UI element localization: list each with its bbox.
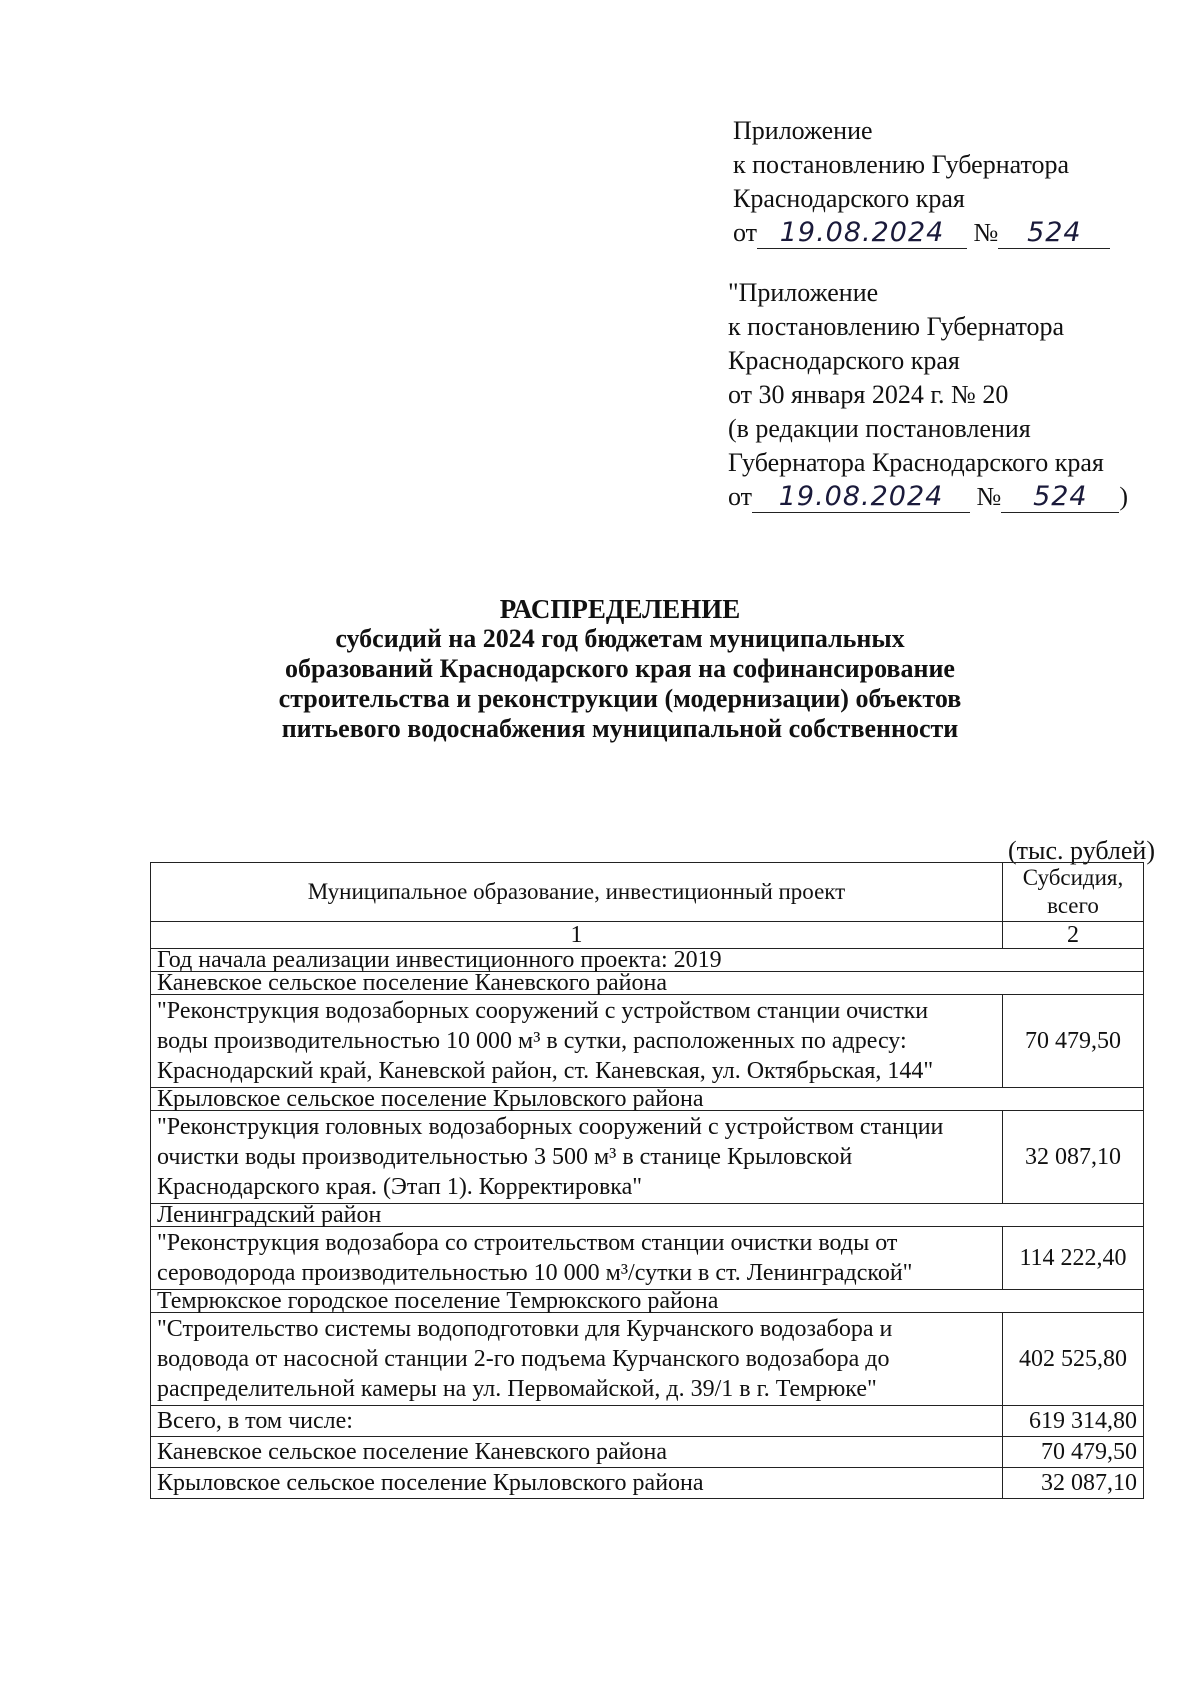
title-heading: РАСПРЕДЕЛЕНИЕ: [499, 594, 741, 624]
project-line: "Реконструкция головных водозаборных сооружений с устройством станции: [157, 1114, 944, 1140]
col2-header-line: всего: [1047, 893, 1099, 918]
summary-label: Крыловское сельское поселение Крыловского района: [151, 1468, 1003, 1499]
project-amount: 114 222,40: [1003, 1227, 1144, 1290]
year-label: Год начала реализации инвестиционного проекта: 2019: [151, 949, 1144, 972]
col2-index: 2: [1003, 922, 1144, 949]
municipality-name: Ленинградский район: [151, 1204, 1144, 1227]
annex-line: (в редакции постановления: [728, 414, 1031, 443]
project-line: "Реконструкция водозаборных сооружений с устройством станции очистки: [157, 998, 929, 1024]
title-line: субсидий на 2024 год бюджетам муниципальных: [335, 624, 905, 653]
annex-line: "Приложение: [728, 278, 879, 307]
project-row: [151, 1111, 1144, 1204]
subsidy-table: [150, 862, 1144, 1499]
municipality-row: [151, 1088, 1144, 1111]
summary-amount: 32 087,10: [1003, 1468, 1144, 1499]
total-label: Всего, в том числе:: [151, 1406, 1003, 1437]
project-row: [151, 995, 1144, 1088]
date-prefix: от: [733, 218, 758, 247]
annex-date-line: [733, 216, 1110, 250]
municipality-row: [151, 1290, 1144, 1313]
project-amount: 402 525,80: [1003, 1313, 1144, 1406]
document-title: [150, 594, 1090, 744]
project-line: Краснодарского края. (Этап 1). Корректировка": [157, 1174, 643, 1200]
total-amount: 619 314,80: [1003, 1406, 1144, 1437]
annex-line: Губернатора Краснодарского края: [728, 448, 1104, 477]
table-header-row: [151, 863, 1144, 922]
total-row: [151, 1406, 1144, 1437]
project-line: Краснодарский край, Каневской район, ст. Каневская, ул. Октябрьская, 144": [157, 1058, 934, 1084]
project-line: водовода от насосной станции 2-го подъема Курчанского водозабора до: [157, 1346, 890, 1372]
project-line: сероводорода производительностью 10 000 м³/сутки в ст. Ленинградской": [157, 1260, 913, 1286]
summary-amount: 70 479,50: [1003, 1437, 1144, 1468]
number-prefix: №: [976, 482, 1002, 511]
project-row: [151, 1227, 1144, 1290]
col2-header: [1003, 863, 1144, 922]
annex-current: [733, 114, 1110, 250]
annex-line: Приложение: [733, 116, 873, 145]
municipality-row: [151, 972, 1144, 995]
project-amount: 32 087,10: [1003, 1111, 1144, 1204]
summary-label: Каневское сельское поселение Каневского района: [151, 1437, 1003, 1468]
annex-line: к постановлению Губернатора: [728, 312, 1065, 341]
year-row: [151, 949, 1144, 972]
project-description: [151, 1313, 1003, 1406]
project-amount: 70 479,50: [1003, 995, 1144, 1088]
annex-date-line: [728, 480, 1128, 514]
project-description: [151, 1111, 1003, 1204]
municipality-name: Каневское сельское поселение Каневского района: [151, 972, 1144, 995]
date-prefix: от: [728, 482, 753, 511]
handwritten-date: 19.08.2024: [752, 482, 970, 513]
number-prefix: №: [973, 218, 999, 247]
project-description: [151, 995, 1003, 1088]
project-line: распределительной камеры на ул. Первомайской, д. 39/1 в г. Темрюке": [157, 1376, 877, 1402]
project-line: "Строительство системы водоподготовки для Курчанского водозабора и: [157, 1316, 893, 1342]
annex-line: от 30 января 2024 г. № 20: [728, 380, 1009, 409]
summary-row: [151, 1437, 1144, 1468]
title-line: образований Краснодарского края на софинансирование: [285, 654, 955, 683]
project-line: воды производительностью 10 000 м³ в сутки, расположенных по адресу:: [157, 1028, 907, 1054]
project-row: [151, 1313, 1144, 1406]
summary-row: [151, 1468, 1144, 1499]
table-index-row: [151, 922, 1144, 949]
closing-paren: ): [1119, 482, 1129, 511]
units-label: (тыс. рублей): [1007, 836, 1155, 865]
col2-header-line: Субсидия,: [1022, 865, 1124, 890]
project-description: [151, 1227, 1003, 1290]
municipality-row: [151, 1204, 1144, 1227]
annex-line: к постановлению Губернатора: [733, 150, 1070, 179]
col1-index: 1: [151, 922, 1003, 949]
annex-original: [728, 276, 1128, 514]
title-line: питьевого водоснабжения муниципальной собственности: [281, 714, 959, 743]
handwritten-date: 19.08.2024: [757, 218, 967, 249]
title-line: строительства и реконструкции (модернизации) объектов: [278, 684, 962, 713]
annex-line: Краснодарского края: [733, 184, 965, 213]
handwritten-number: 524: [1001, 482, 1119, 513]
project-line: "Реконструкция водозабора со строительством станции очистки воды от: [157, 1230, 898, 1256]
municipality-name: Крыловское сельское поселение Крыловского района: [151, 1088, 1144, 1111]
municipality-name: Темрюкское городское поселение Темрюкского района: [151, 1290, 1144, 1313]
handwritten-number: 524: [998, 218, 1110, 249]
project-line: очистки воды производительностью 3 500 м³ в станице Крыловской: [157, 1144, 853, 1170]
col1-header: Муниципальное образование, инвестиционный проект: [151, 863, 1003, 922]
annex-line: Краснодарского края: [728, 346, 960, 375]
